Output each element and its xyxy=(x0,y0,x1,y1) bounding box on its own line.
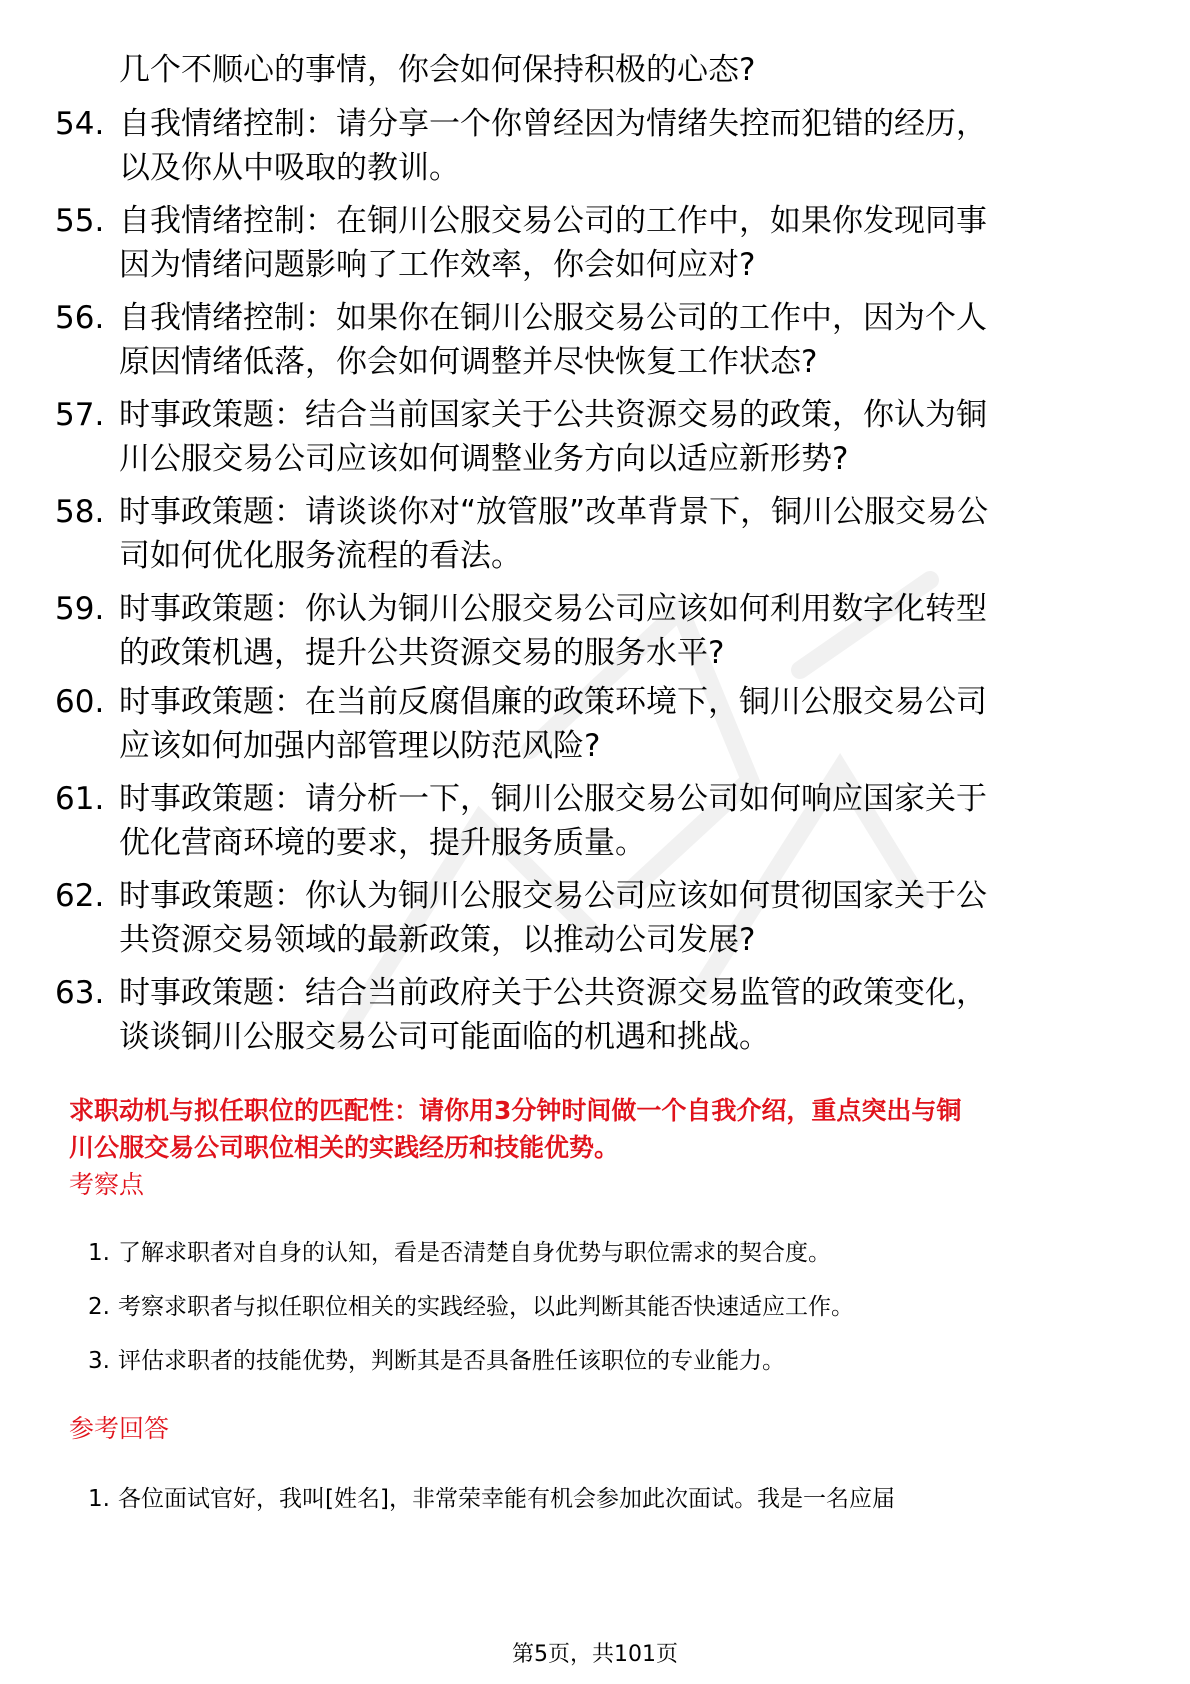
question-number: 62. xyxy=(55,878,105,914)
question-number: 60. xyxy=(55,684,105,720)
question-text-line: 自我情绪控制：如果你在铜川公服交易公司的工作中，因为个人 xyxy=(119,300,987,336)
question-text-line: 时事政策题：在当前反腐倡廉的政策环境下，铜川公服交易公司 xyxy=(119,684,987,720)
question-text-line: 自我情绪控制：在铜川公服交易公司的工作中，如果你发现同事 xyxy=(119,203,987,239)
question-text-line: 因为情绪问题影响了工作效率，你会如何应对? xyxy=(119,247,756,283)
assessment-item-number: 1. xyxy=(88,1240,110,1266)
question-number: 63. xyxy=(55,975,105,1011)
assessment-heading: 考察点 xyxy=(69,1170,145,1199)
featured-question-line: 求职动机与拟任职位的匹配性：请你用3分钟时间做一个自我介绍，重点突出与铜 xyxy=(69,1096,962,1125)
reference-answer-text: 各位面试官好，我叫[姓名]，非常荣幸能有机会参加此次面试。我是一名应届 xyxy=(118,1486,895,1512)
question-text-line: 的政策机遇，提升公共资源交易的服务水平? xyxy=(119,635,725,671)
featured-question xyxy=(69,1092,1139,1166)
featured-question-line: 川公服交易公司职位相关的实践经历和技能优势。 xyxy=(69,1133,620,1162)
question-text-line: 优化营商环境的要求，提升服务质量。 xyxy=(119,825,646,861)
question-text-line: 时事政策题：请谈谈你对“放管服”改革背景下，铜川公服交易公 xyxy=(119,494,989,530)
question-text-line: 时事政策题：结合当前政府关于公共资源交易监管的政策变化， xyxy=(119,975,987,1011)
question-text-line: 时事政策题：请分析一下，铜川公服交易公司如何响应国家关于 xyxy=(119,781,987,817)
question-text-line: 共资源交易领域的最新政策，以推动公司发展? xyxy=(119,922,756,958)
question-text-line: 谈谈铜川公服交易公司可能面临的机遇和挑战。 xyxy=(119,1019,770,1055)
question-number: 54. xyxy=(55,106,105,142)
question-text-line: 时事政策题：结合当前国家关于公共资源交易的政策，你认为铜 xyxy=(119,397,987,433)
continued-question-line: 几个不顺心的事情，你会如何保持积极的心态? xyxy=(119,52,756,88)
question-text-line: 川公服交易公司应该如何调整业务方向以适应新形势? xyxy=(119,441,849,477)
question-text-line: 应该如何加强内部管理以防范风险? xyxy=(119,728,601,764)
assessment-item-text: 评估求职者的技能优势，判断其是否具备胜任该职位的专业能力。 xyxy=(118,1348,785,1374)
question-text-line: 自我情绪控制：请分享一个你曾经因为情绪失控而犯错的经历， xyxy=(119,106,987,142)
question-text-line: 司如何优化服务流程的看法。 xyxy=(119,538,522,574)
question-text-line: 原因情绪低落，你会如何调整并尽快恢复工作状态? xyxy=(119,344,818,380)
question-text-line: 时事政策题：你认为铜川公服交易公司应该如何贯彻国家关于公 xyxy=(119,878,987,914)
assessment-item-number: 2. xyxy=(88,1294,110,1320)
question-number: 61. xyxy=(55,781,105,817)
reference-answer-number: 1. xyxy=(88,1486,110,1512)
assessment-item xyxy=(88,1344,785,1378)
question-text-line: 以及你从中吸取的教训。 xyxy=(119,150,460,186)
assessment-item-text: 考察求职者与拟任职位相关的实践经验，以此判断其能否快速适应工作。 xyxy=(118,1294,854,1320)
question-text-line: 时事政策题：你认为铜川公服交易公司应该如何利用数字化转型 xyxy=(119,591,987,627)
question-number: 58. xyxy=(55,494,105,530)
question-number: 59. xyxy=(55,591,105,627)
question-number: 56. xyxy=(55,300,105,336)
reference-answer-item xyxy=(88,1482,895,1516)
question-number: 57. xyxy=(55,397,105,433)
page-footer: 第5页，共101页 xyxy=(512,1642,678,1667)
assessment-item xyxy=(88,1290,854,1324)
assessment-item-number: 3. xyxy=(88,1348,110,1374)
question-number: 55. xyxy=(55,203,105,239)
assessment-item xyxy=(88,1236,831,1270)
reference-answer-heading: 参考回答 xyxy=(69,1414,170,1443)
assessment-item-text: 了解求职者对自身的认知，看是否清楚自身优势与职位需求的契合度。 xyxy=(118,1240,831,1266)
